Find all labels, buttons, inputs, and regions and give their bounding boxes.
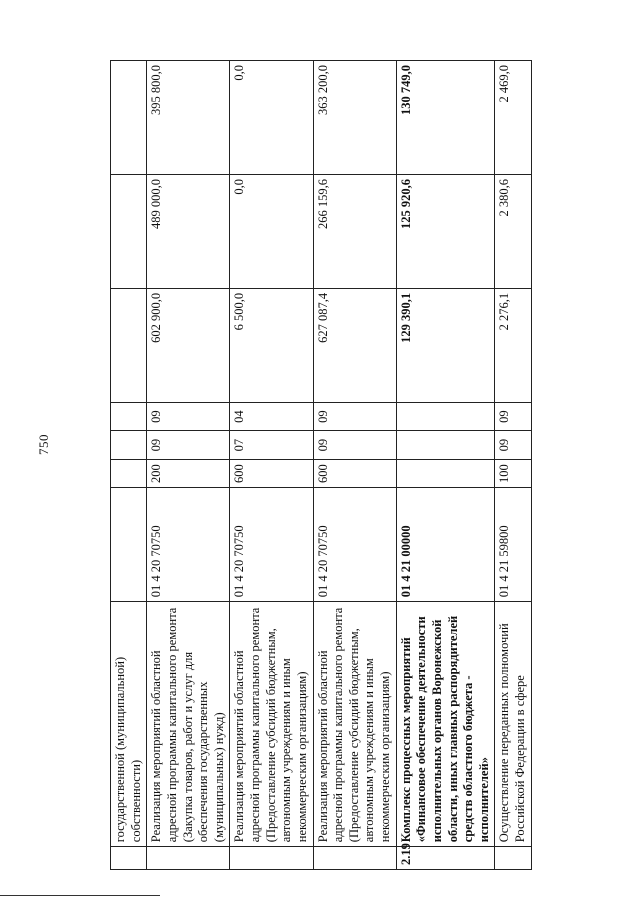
target-code-cell: 01 4 21 59800: [495, 488, 531, 602]
section-cell: [111, 431, 147, 459]
section-cell: 09: [495, 431, 531, 459]
expense-type-cell: 600: [230, 459, 313, 487]
section-cell: 09: [313, 431, 396, 459]
amount-year2-cell: 2 380,6: [495, 174, 531, 288]
target-code-cell: 01 4 20 70750: [147, 488, 230, 602]
amount-year1-cell: 6 500,0: [230, 288, 313, 402]
subsection-cell: 09: [147, 402, 230, 430]
table-row: [313, 61, 396, 870]
target-code-cell: 01 4 21 00000: [396, 488, 495, 602]
program-name-cell: Осуществление переданных полномочий Российской Федерации в сфере: [495, 602, 531, 847]
table-row: [396, 61, 495, 870]
target-code-cell: [111, 488, 147, 602]
subsection-cell: 09: [495, 402, 531, 430]
program-name-cell: Реализация мероприятий областной адресной программы капитального ремонта (Закупка товаров, работ и услуг для обеспечения государственных (муниципальных) нужд): [147, 602, 230, 847]
row-number-cell: [147, 847, 230, 870]
program-name-cell: Реализация мероприятий областной адресной программы капитального ремонта (Предоставление субсидий бюджетным, автономным учреждениям и иным некоммерческим организациям): [313, 602, 396, 847]
amount-year1-cell: 2 276,1: [495, 288, 531, 402]
expense-type-cell: [396, 459, 495, 487]
program-name-cell: государственной (муниципальной) собственности): [111, 602, 147, 847]
target-code-cell: 01 4 20 70750: [230, 488, 313, 602]
subsection-cell: 09: [313, 402, 396, 430]
subsection-cell: 04: [230, 402, 313, 430]
amount-year2-cell: 489 000,0: [147, 174, 230, 288]
expense-type-cell: [111, 459, 147, 487]
table-row: [147, 61, 230, 870]
page-number: 750: [36, 434, 51, 455]
expense-type-cell: 200: [147, 459, 230, 487]
table-row: [495, 61, 531, 870]
amount-year3-cell: 395 800,0: [147, 61, 230, 175]
row-number-cell: [230, 847, 313, 870]
amount-year1-cell: [111, 288, 147, 402]
amount-year2-cell: 266 159,6: [313, 174, 396, 288]
program-name-cell: Комплекс процессных мероприятий «Финансовое обеспечение деятельности исполнительных органов Воронежской области, иных главных распорядителей средств областного бюджета - исполнителей»: [396, 602, 495, 847]
row-number-cell: [111, 847, 147, 870]
program-name-cell: Реализация мероприятий областной адресной программы капитального ремонта (Предоставление субсидий бюджетным, автономным учреждениям и иным некоммерческим организациям): [230, 602, 313, 847]
amount-year2-cell: [111, 174, 147, 288]
amount-year3-cell: [111, 61, 147, 175]
amount-year3-cell: 130 749,0: [396, 61, 495, 175]
section-cell: [396, 431, 495, 459]
amount-year1-cell: 602 900,0: [147, 288, 230, 402]
table-row: [230, 61, 313, 870]
budget-table: [110, 60, 532, 870]
expense-type-cell: 100: [495, 459, 531, 487]
footer-rule: [0, 895, 160, 896]
amount-year3-cell: 363 200,0: [313, 61, 396, 175]
row-number-cell: [495, 847, 531, 870]
row-number-cell: [313, 847, 396, 870]
target-code-cell: 01 4 20 70750: [313, 488, 396, 602]
amount-year1-cell: 129 390,1: [396, 288, 495, 402]
amount-year2-cell: 0,0: [230, 174, 313, 288]
amount-year3-cell: 0,0: [230, 61, 313, 175]
amount-year2-cell: 125 920,6: [396, 174, 495, 288]
amount-year1-cell: 627 087,4: [313, 288, 396, 402]
subsection-cell: [396, 402, 495, 430]
subsection-cell: [111, 402, 147, 430]
row-number-cell: 2.19: [396, 847, 495, 870]
table-row: [111, 61, 147, 870]
expense-type-cell: 600: [313, 459, 396, 487]
section-cell: 09: [147, 431, 230, 459]
amount-year3-cell: 2 469,0: [495, 61, 531, 175]
section-cell: 07: [230, 431, 313, 459]
rotated-table-wrapper: [110, 60, 590, 870]
